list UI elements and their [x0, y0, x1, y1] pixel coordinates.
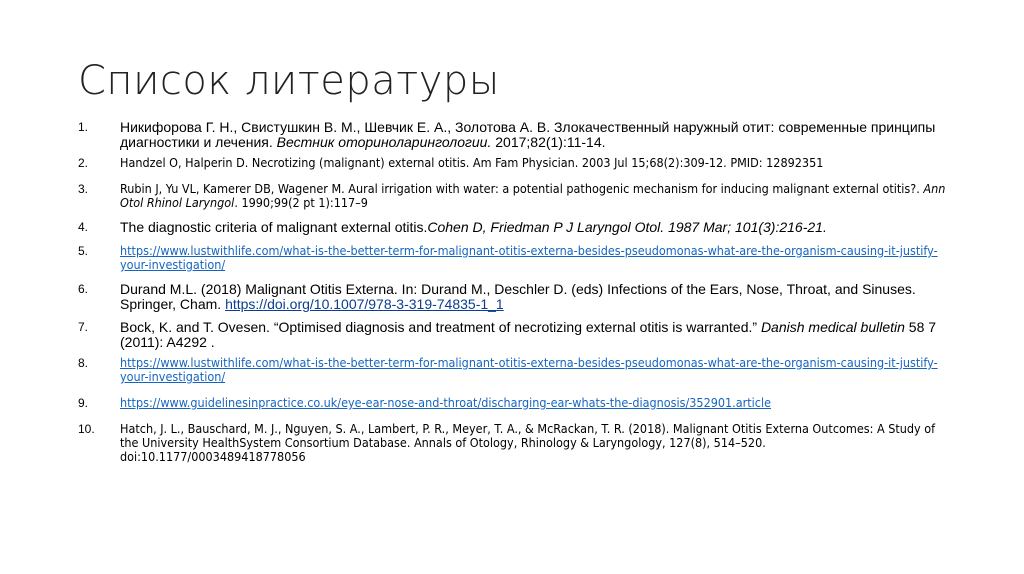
reference-text: Hatch, J. L., Bauschard, M. J., Nguyen, S. A., Lambert, P. R., Meyer, T. A., & McRackan, T. R. (2018). Malignant Otitis Externa Outcomes: A Study of the University HealthSystem Consortium Database. Annals of Otology, Rhinology & Laryngology, 127(8), 514–520. doi:10.1177/0003489418778056 [120, 421, 936, 464]
reference-number: 6. [78, 282, 89, 296]
reference-text [120, 356, 948, 384]
reference-details: 2017;82(1):11-14. [491, 134, 606, 150]
reference-journal: Ann Otol Rhinol Laryngol [120, 181, 946, 210]
reference-title: The diagnostic criteria of malignant external otitis. [120, 219, 428, 235]
reference-details: . 1990;99(2 pt 1):117–9 [234, 195, 368, 210]
reference-number: 2. [78, 156, 89, 170]
reference-link[interactable]: https://www.guidelinesinpractice.co.uk/eye-ear-nose-and-throat/discharging-ear-whats-the-diagnosis/352901.article [120, 395, 772, 410]
reference-text [120, 182, 948, 210]
reference-text: Handzel O, Halperin D. Necrotizing (malignant) external otitis. Am Fam Physician. 2003 Jul 15;68(2):309-12. PMID: 12892351 [120, 155, 824, 170]
reference-link[interactable]: https://www.lustwithlife.com/what-is-the-better-term-for-malignant-otitis-externa-besides-pseudomonas-what-are-the-organism-causing-it-justify-your-investigation/ [120, 243, 938, 272]
reference-text [120, 120, 948, 150]
reference-number: 5. [78, 244, 89, 258]
reference-number: 8. [78, 356, 89, 370]
reference-number: 3. [78, 182, 89, 196]
reference-text [120, 396, 948, 410]
reference-text [120, 282, 948, 312]
reference-citation: Cohen D, Friedman P J Laryngol Otol. 1987 Mar; 101(3):216-21. [427, 219, 827, 235]
reference-doi-link[interactable]: https://doi.org/10.1007/978-3-319-74835-1_1 [225, 296, 504, 312]
reference-link[interactable]: https://www.lustwithlife.com/what-is-the-better-term-for-malignant-otitis-externa-besides-pseudomonas-what-are-the-organism-causing-it-justify-your-investigation/ [120, 355, 938, 384]
reference-details: 58 7 (2011): A4292 . [120, 319, 937, 350]
reference-authors-title: Никифорова Г. Н., Свистушкин В. М., Шевчик Е. А., Золотова А. В. Злокачественный наружный отит: современные принципы диагностики и лечения. [120, 119, 936, 150]
reference-journal: Danish medical bulletin [760, 319, 905, 335]
reference-number: 7. [78, 320, 89, 334]
reference-authors-title: Durand M.L. (2018) Malignant Otitis Externa. In: Durand M., Deschler D. (eds) Infections of the Ears, Nose, Throat, and Sinuses. Springer, Cham. [120, 281, 916, 312]
reference-number: 1. [78, 120, 89, 134]
reference-number: 9. [78, 396, 89, 410]
slide-title: Список литературы [78, 58, 500, 104]
reference-authors-title: Rubin J, Yu VL, Kamerer DB, Wagener M. Aural irrigation with water: a potential pathogenic mechanism for inducing malignant external otitis?. [120, 181, 924, 196]
reference-journal: Вестник оториноларингологии. [276, 134, 492, 150]
reference-number: 10. [78, 422, 95, 436]
reference-number: 4. [78, 220, 89, 234]
reference-authors-title: Bock, K. and T. Ovesen. “Optimised diagnosis and treatment of necrotizing external otitis is warranted.” [120, 319, 761, 335]
reference-text [120, 320, 948, 350]
reference-text [120, 244, 948, 272]
reference-text [120, 220, 948, 235]
